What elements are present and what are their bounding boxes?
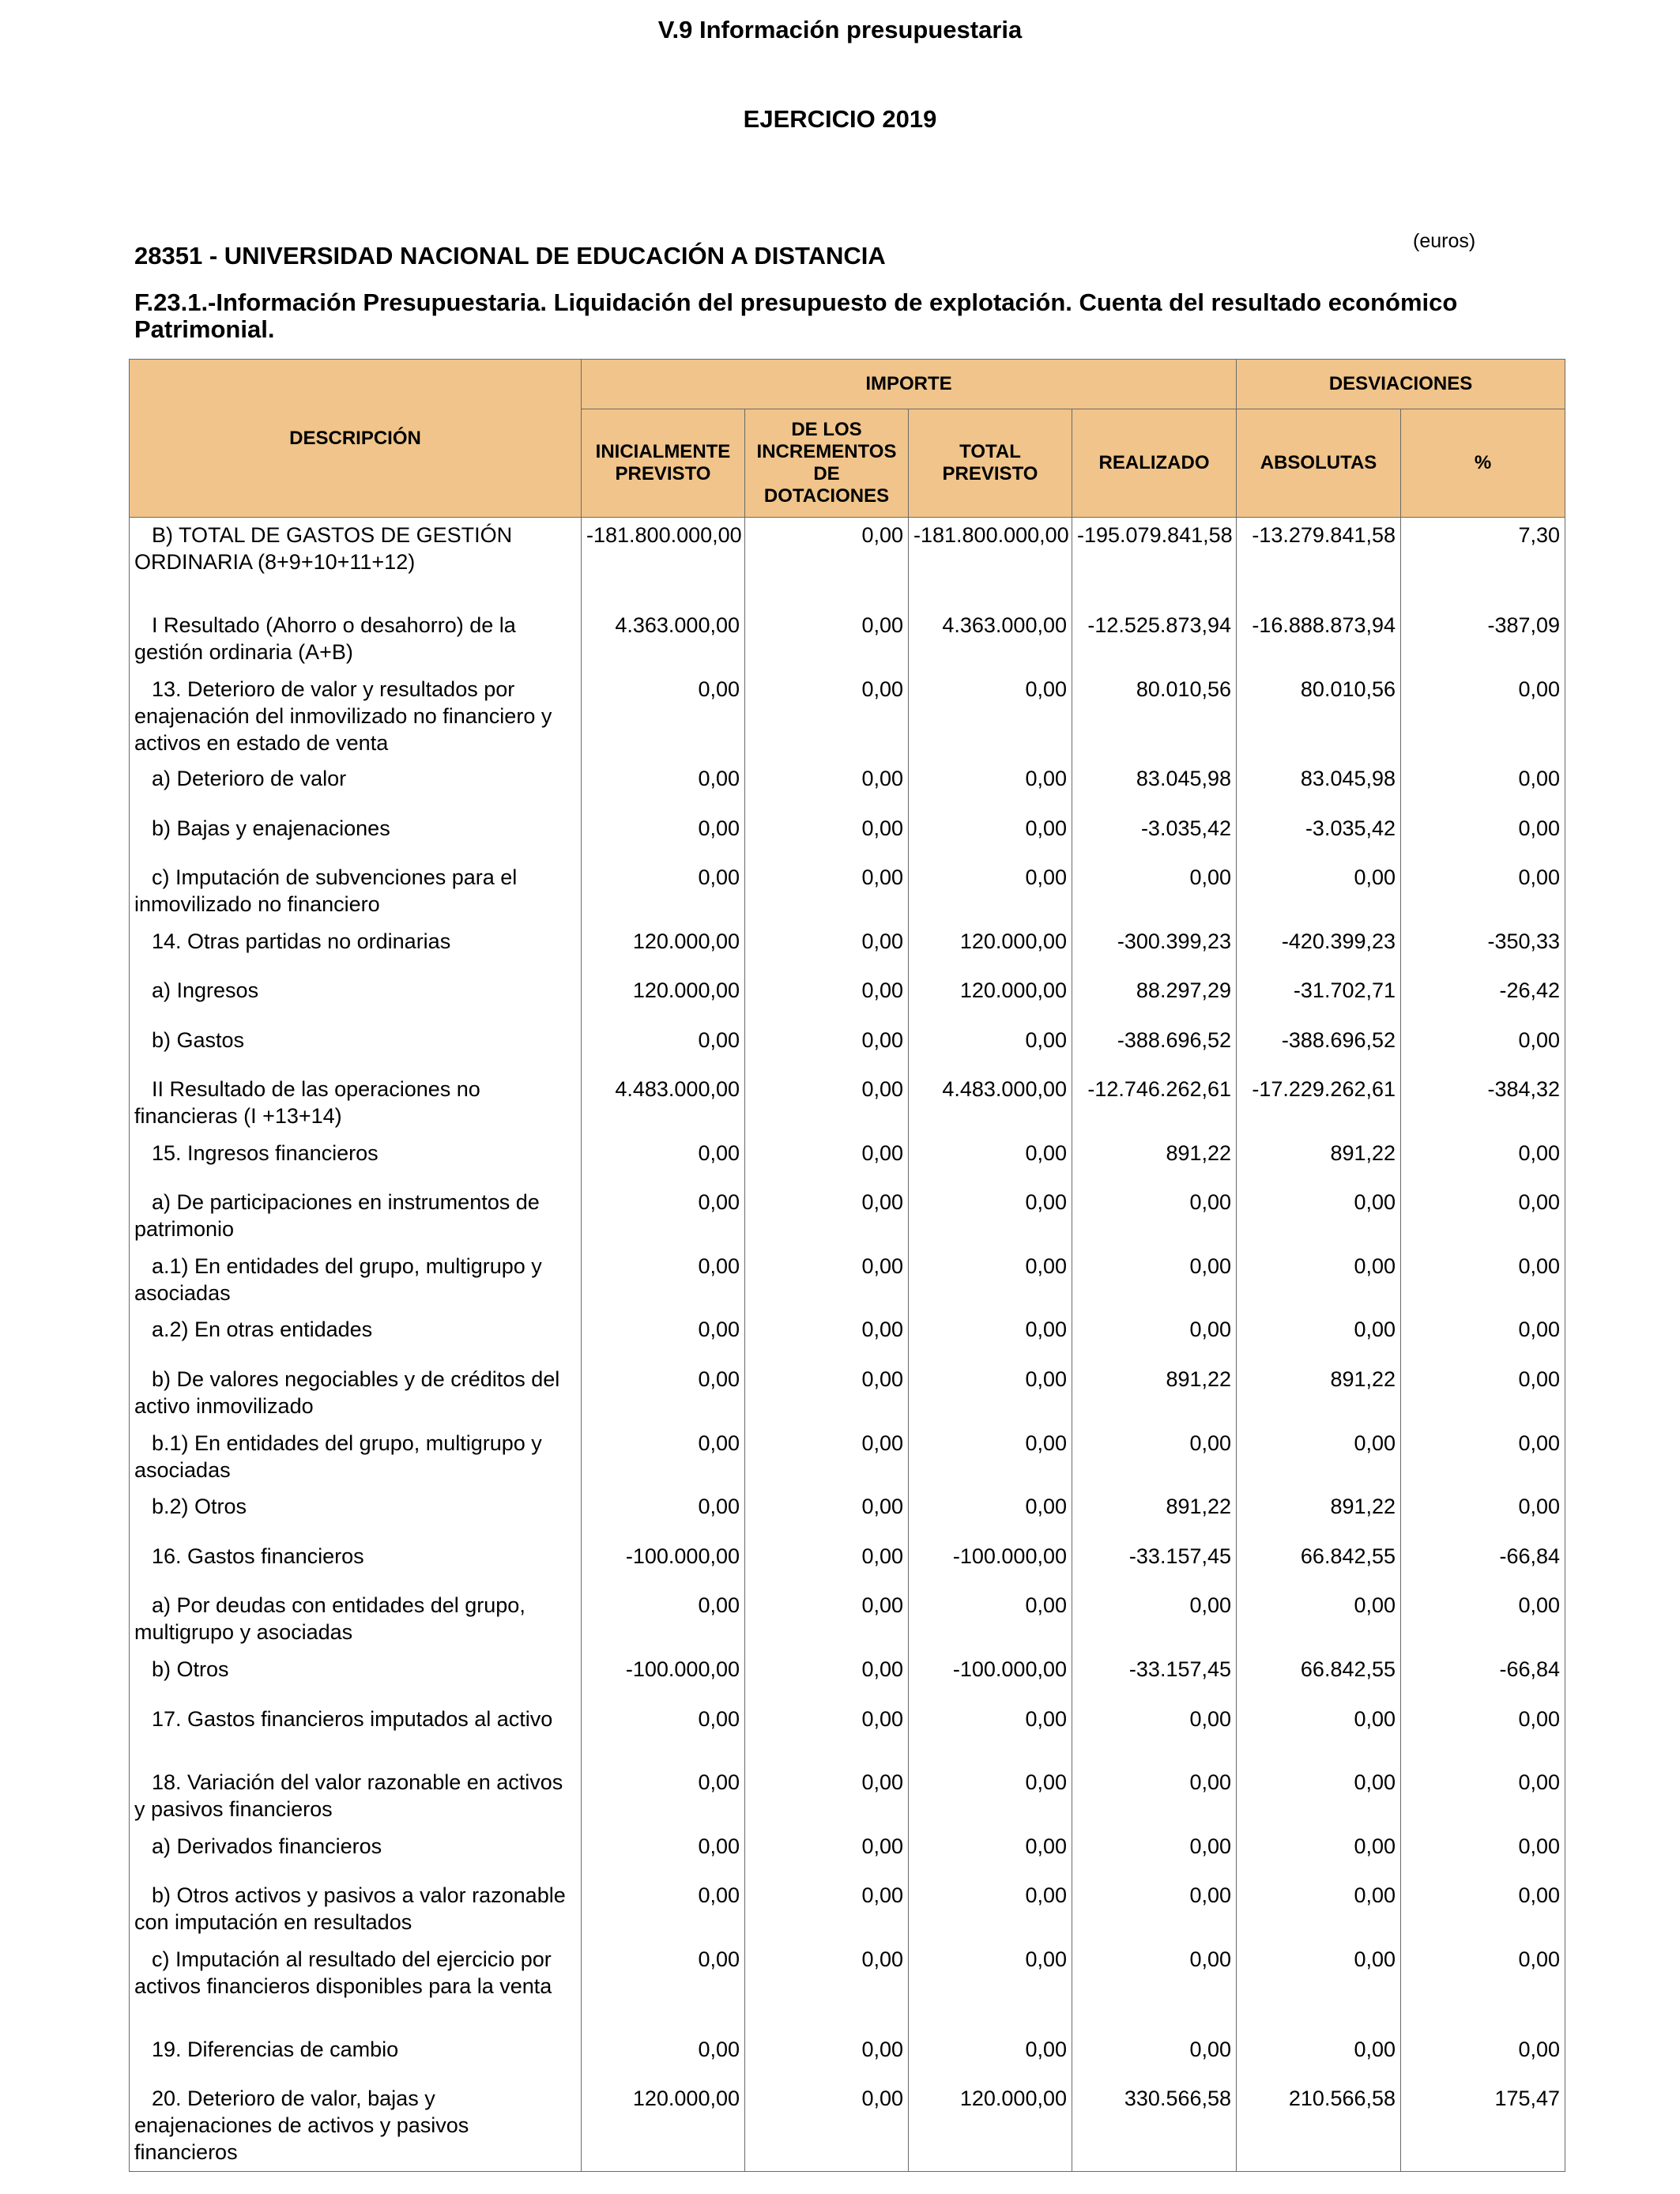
table-row — [130, 1878, 1565, 1942]
table-body — [130, 518, 1565, 2172]
table-row — [130, 1765, 1565, 1829]
cell-realizado: 0,00 — [1072, 1426, 1237, 1489]
row-description-text: 20. Deterioro de valor, bajas y enajenaciones de activos y pasivos financieros — [134, 2086, 469, 2164]
cell-absolutas: 0,00 — [1237, 1829, 1401, 1878]
cell-incrementos: 0,00 — [745, 1362, 909, 1426]
cell-porcentaje: 0,00 — [1401, 1489, 1565, 1539]
row-description-text: a.2) En otras entidades — [152, 1317, 373, 1341]
row-description — [130, 608, 582, 672]
cell-inicialmente-previsto: 4.483.000,00 — [582, 1072, 745, 1136]
cell-incrementos: 0,00 — [745, 761, 909, 811]
cell-absolutas: 0,00 — [1237, 1426, 1401, 1489]
cell-absolutas: -31.702,71 — [1237, 973, 1401, 1023]
row-description-text: c) Imputación de subvenciones para el inmovilizado no financiero — [134, 865, 518, 916]
cell-realizado: 80.010,56 — [1072, 672, 1237, 761]
cell-total-previsto: 0,00 — [909, 1489, 1072, 1539]
cell-total-previsto: 0,00 — [909, 1185, 1072, 1249]
cell-incrementos: 0,00 — [745, 1426, 909, 1489]
cell-porcentaje: 0,00 — [1401, 860, 1565, 924]
cell-porcentaje: -66,84 — [1401, 1539, 1565, 1588]
row-description-text: 16. Gastos financieros — [152, 1544, 364, 1568]
cell-porcentaje: 0,00 — [1401, 1878, 1565, 1942]
row-description-text: b) De valores negociables y de créditos del activo inmovilizado — [134, 1367, 560, 1418]
cell-absolutas: -3.035,42 — [1237, 811, 1401, 860]
cell-porcentaje: 0,00 — [1401, 1702, 1565, 1765]
row-description-text: 15. Ingresos financieros — [152, 1140, 379, 1165]
cell-realizado: 0,00 — [1072, 1702, 1237, 1765]
cell-inicialmente-previsto: 0,00 — [582, 1829, 745, 1878]
table-row — [130, 1652, 1565, 1702]
cell-total-previsto: 0,00 — [909, 1878, 1072, 1942]
table-row — [130, 1312, 1565, 1362]
cell-incrementos: 0,00 — [745, 1023, 909, 1072]
table-row — [130, 2032, 1565, 2081]
cell-porcentaje: -350,33 — [1401, 924, 1565, 973]
cell-porcentaje: 0,00 — [1401, 1312, 1565, 1362]
cell-porcentaje: 0,00 — [1401, 1588, 1565, 1652]
table-row — [130, 1362, 1565, 1426]
cell-total-previsto: 0,00 — [909, 1829, 1072, 1878]
cell-incrementos: 0,00 — [745, 1878, 909, 1942]
row-description-text: 14. Otras partidas no ordinarias — [152, 929, 451, 953]
cell-total-previsto: 0,00 — [909, 1136, 1072, 1185]
column-header-descripcion: DESCRIPCIÓN — [130, 360, 582, 518]
cell-porcentaje: 0,00 — [1401, 672, 1565, 761]
cell-porcentaje: 0,00 — [1401, 1765, 1565, 1829]
cell-absolutas: -13.279.841,58 — [1237, 518, 1401, 608]
cell-total-previsto: 0,00 — [909, 1426, 1072, 1489]
cell-realizado: 0,00 — [1072, 1765, 1237, 1829]
row-description-text: II Resultado de las operaciones no financieras (I +13+14) — [134, 1076, 480, 1128]
cell-inicialmente-previsto: 0,00 — [582, 860, 745, 924]
cell-absolutas: 66.842,55 — [1237, 1539, 1401, 1588]
cell-inicialmente-previsto: -100.000,00 — [582, 1539, 745, 1588]
cell-total-previsto: 0,00 — [909, 1312, 1072, 1362]
cell-total-previsto: 120.000,00 — [909, 924, 1072, 973]
row-description-text: 17. Gastos financieros imputados al activo — [152, 1706, 553, 1731]
cell-realizado: 0,00 — [1072, 2032, 1237, 2081]
column-header-porcentaje: % — [1401, 409, 1565, 518]
cell-total-previsto: 4.483.000,00 — [909, 1072, 1072, 1136]
cell-realizado: -33.157,45 — [1072, 1539, 1237, 1588]
unit-note: (euros) — [1413, 230, 1476, 252]
cell-total-previsto: 120.000,00 — [909, 973, 1072, 1023]
cell-absolutas: 80.010,56 — [1237, 672, 1401, 761]
cell-incrementos: 0,00 — [745, 924, 909, 973]
row-description — [130, 761, 582, 811]
row-description — [130, 1249, 582, 1312]
row-description — [130, 1942, 582, 2032]
cell-incrementos: 0,00 — [745, 608, 909, 672]
cell-inicialmente-previsto: 0,00 — [582, 761, 745, 811]
cell-porcentaje: 0,00 — [1401, 1136, 1565, 1185]
cell-absolutas: -17.229.262,61 — [1237, 1072, 1401, 1136]
cell-porcentaje: 0,00 — [1401, 2032, 1565, 2081]
cell-total-previsto: 0,00 — [909, 761, 1072, 811]
row-description — [130, 2032, 582, 2081]
cell-inicialmente-previsto: 0,00 — [582, 1942, 745, 2032]
row-description — [130, 973, 582, 1023]
cell-inicialmente-previsto: 0,00 — [582, 1588, 745, 1652]
cell-incrementos: 0,00 — [745, 1942, 909, 2032]
row-description — [130, 518, 582, 608]
cell-inicialmente-previsto: 0,00 — [582, 672, 745, 761]
cell-inicialmente-previsto: 120.000,00 — [582, 2081, 745, 2172]
cell-inicialmente-previsto: -181.800.000,00 — [582, 518, 745, 608]
row-description — [130, 1023, 582, 1072]
row-description — [130, 1072, 582, 1136]
cell-realizado: 0,00 — [1072, 1312, 1237, 1362]
exercise-title: EJERCICIO 2019 — [743, 105, 937, 133]
cell-inicialmente-previsto: 0,00 — [582, 811, 745, 860]
row-description-text: a) Deterioro de valor — [152, 766, 347, 790]
row-description-text: a) Derivados financieros — [152, 1834, 382, 1858]
cell-total-previsto: 0,00 — [909, 672, 1072, 761]
cell-realizado: 88.297,29 — [1072, 973, 1237, 1023]
cell-incrementos: 0,00 — [745, 1185, 909, 1249]
cell-porcentaje: 0,00 — [1401, 1426, 1565, 1489]
table-row — [130, 1829, 1565, 1878]
cell-realizado: 330.566,58 — [1072, 2081, 1237, 2172]
table-row — [130, 1539, 1565, 1588]
row-description-text: b.2) Otros — [152, 1494, 247, 1518]
cell-total-previsto: 0,00 — [909, 1588, 1072, 1652]
cell-porcentaje: 0,00 — [1401, 1249, 1565, 1312]
cell-incrementos: 0,00 — [745, 1539, 909, 1588]
cell-incrementos: 0,00 — [745, 1588, 909, 1652]
row-description — [130, 1652, 582, 1702]
cell-realizado: 891,22 — [1072, 1362, 1237, 1426]
cell-porcentaje: -384,32 — [1401, 1072, 1565, 1136]
cell-absolutas: 891,22 — [1237, 1136, 1401, 1185]
table-row — [130, 1249, 1565, 1312]
cell-realizado: -12.746.262,61 — [1072, 1072, 1237, 1136]
table-row — [130, 1185, 1565, 1249]
cell-inicialmente-previsto: 120.000,00 — [582, 973, 745, 1023]
table-row — [130, 2081, 1565, 2172]
table-row — [130, 924, 1565, 973]
cell-absolutas: 66.842,55 — [1237, 1652, 1401, 1702]
row-description-text: b) Otros activos y pasivos a valor razonable con imputación en resultados — [134, 1883, 566, 1934]
cell-absolutas: -388.696,52 — [1237, 1023, 1401, 1072]
cell-absolutas: 0,00 — [1237, 1312, 1401, 1362]
cell-realizado: -388.696,52 — [1072, 1023, 1237, 1072]
row-description — [130, 1426, 582, 1489]
row-description-text: a) Ingresos — [152, 978, 259, 1002]
cell-incrementos: 0,00 — [745, 1072, 909, 1136]
cell-realizado: -195.079.841,58 — [1072, 518, 1237, 608]
cell-porcentaje: 0,00 — [1401, 1829, 1565, 1878]
cell-realizado: 0,00 — [1072, 1249, 1237, 1312]
cell-inicialmente-previsto: 0,00 — [582, 1765, 745, 1829]
row-description — [130, 1489, 582, 1539]
row-description-text: 19. Diferencias de cambio — [152, 2037, 399, 2061]
cell-porcentaje: -26,42 — [1401, 973, 1565, 1023]
cell-incrementos: 0,00 — [745, 1249, 909, 1312]
cell-porcentaje: -66,84 — [1401, 1652, 1565, 1702]
cell-absolutas: 0,00 — [1237, 1588, 1401, 1652]
row-description — [130, 1136, 582, 1185]
cell-porcentaje: 0,00 — [1401, 1023, 1565, 1072]
cell-realizado: 891,22 — [1072, 1136, 1237, 1185]
cell-porcentaje: -387,09 — [1401, 608, 1565, 672]
column-header-incrementos: DE LOS INCREMENTOS DE DOTACIONES — [745, 409, 909, 518]
cell-absolutas: 0,00 — [1237, 1765, 1401, 1829]
cell-incrementos: 0,00 — [745, 1489, 909, 1539]
row-description — [130, 1362, 582, 1426]
cell-realizado: 891,22 — [1072, 1489, 1237, 1539]
cell-inicialmente-previsto: -100.000,00 — [582, 1652, 745, 1702]
cell-total-previsto: 0,00 — [909, 811, 1072, 860]
section-title: V.9 Información presupuestaria — [657, 16, 1023, 43]
row-description — [130, 1539, 582, 1588]
table-row — [130, 973, 1565, 1023]
group-header-desviaciones: DESVIACIONES — [1237, 360, 1565, 409]
cell-realizado: 0,00 — [1072, 1829, 1237, 1878]
cell-realizado: 0,00 — [1072, 1878, 1237, 1942]
row-description-text: b) Bajas y enajenaciones — [152, 816, 390, 840]
cell-absolutas: 210.566,58 — [1237, 2081, 1401, 2172]
cell-absolutas: 0,00 — [1237, 1942, 1401, 2032]
row-description-text: b) Gastos — [152, 1027, 245, 1052]
budget-table — [129, 359, 1565, 2172]
table-row — [130, 1023, 1565, 1072]
row-description-text: b.1) En entidades del grupo, multigrupo y asociadas — [134, 1431, 542, 1482]
row-description-text: 13. Deterioro de valor y resultados por enajenación del inmovilizado no financiero y activos en estado de venta — [134, 677, 552, 755]
cell-total-previsto: 0,00 — [909, 1023, 1072, 1072]
cell-incrementos: 0,00 — [745, 1702, 909, 1765]
cell-incrementos: 0,00 — [745, 973, 909, 1023]
row-description — [130, 1588, 582, 1652]
table-row — [130, 761, 1565, 811]
cell-inicialmente-previsto: 0,00 — [582, 1426, 745, 1489]
cell-incrementos: 0,00 — [745, 518, 909, 608]
row-description — [130, 2081, 582, 2172]
cell-incrementos: 0,00 — [745, 2081, 909, 2172]
table-row — [130, 1426, 1565, 1489]
table-row — [130, 1136, 1565, 1185]
cell-absolutas: 0,00 — [1237, 1249, 1401, 1312]
row-description-text: b) Otros — [152, 1657, 229, 1681]
cell-inicialmente-previsto: 0,00 — [582, 1362, 745, 1426]
table-row — [130, 860, 1565, 924]
column-header-total-previsto: TOTAL PREVISTO — [909, 409, 1072, 518]
row-description-text: a) De participaciones en instrumentos de patrimonio — [134, 1189, 540, 1241]
row-description-text: 18. Variación del valor razonable en activos y pasivos financieros — [134, 1770, 563, 1821]
table-row — [130, 1588, 1565, 1652]
row-description-text: I Resultado (Ahorro o desahorro) de la gestión ordinaria (A+B) — [134, 613, 516, 664]
row-description — [130, 1312, 582, 1362]
cell-realizado: -33.157,45 — [1072, 1652, 1237, 1702]
cell-realizado: -300.399,23 — [1072, 924, 1237, 973]
table-row — [130, 1072, 1565, 1136]
row-description — [130, 1765, 582, 1829]
cell-absolutas: 0,00 — [1237, 860, 1401, 924]
entity-name: 28351 - UNIVERSIDAD NACIONAL DE EDUCACIÓN A DISTANCIA — [134, 242, 886, 270]
table-row — [130, 811, 1565, 860]
cell-realizado: 0,00 — [1072, 1942, 1237, 2032]
row-description-text: B) TOTAL DE GASTOS DE GESTIÓN ORDINARIA (8+9+10+11+12) — [134, 523, 513, 574]
cell-inicialmente-previsto: 0,00 — [582, 1489, 745, 1539]
cell-inicialmente-previsto: 0,00 — [582, 1702, 745, 1765]
cell-total-previsto: 0,00 — [909, 1942, 1072, 2032]
cell-realizado: -12.525.873,94 — [1072, 608, 1237, 672]
table-row — [130, 1942, 1565, 2032]
cell-incrementos: 0,00 — [745, 1312, 909, 1362]
cell-total-previsto: 0,00 — [909, 2032, 1072, 2081]
cell-absolutas: -16.888.873,94 — [1237, 608, 1401, 672]
cell-total-previsto: 0,00 — [909, 1702, 1072, 1765]
cell-absolutas: 891,22 — [1237, 1489, 1401, 1539]
row-description — [130, 1829, 582, 1878]
cell-absolutas: 0,00 — [1237, 2032, 1401, 2081]
group-header-importe: IMPORTE — [582, 360, 1237, 409]
cell-absolutas: 891,22 — [1237, 1362, 1401, 1426]
cell-incrementos: 0,00 — [745, 811, 909, 860]
cell-incrementos: 0,00 — [745, 672, 909, 761]
cell-incrementos: 0,00 — [745, 1652, 909, 1702]
cell-porcentaje: 0,00 — [1401, 1185, 1565, 1249]
table-row — [130, 1702, 1565, 1765]
row-description — [130, 811, 582, 860]
cell-incrementos: 0,00 — [745, 1136, 909, 1185]
cell-absolutas: 83.045,98 — [1237, 761, 1401, 811]
cell-total-previsto: 120.000,00 — [909, 2081, 1072, 2172]
cell-inicialmente-previsto: 0,00 — [582, 1023, 745, 1072]
cell-porcentaje: 0,00 — [1401, 1942, 1565, 2032]
cell-total-previsto: -181.800.000,00 — [909, 518, 1072, 608]
cell-realizado: -3.035,42 — [1072, 811, 1237, 860]
table-row — [130, 1489, 1565, 1539]
cell-inicialmente-previsto: 0,00 — [582, 1312, 745, 1362]
cell-inicialmente-previsto: 0,00 — [582, 2032, 745, 2081]
cell-incrementos: 0,00 — [745, 1765, 909, 1829]
cell-realizado: 0,00 — [1072, 860, 1237, 924]
table-row — [130, 518, 1565, 608]
row-description — [130, 924, 582, 973]
table-row — [130, 608, 1565, 672]
cell-realizado: 0,00 — [1072, 1588, 1237, 1652]
cell-total-previsto: -100.000,00 — [909, 1539, 1072, 1588]
column-header-inicialmente-previsto: INICIALMENTE PREVISTO — [582, 409, 745, 518]
cell-absolutas: 0,00 — [1237, 1185, 1401, 1249]
table-row — [130, 672, 1565, 761]
cell-inicialmente-previsto: 0,00 — [582, 1878, 745, 1942]
cell-porcentaje: 0,00 — [1401, 1362, 1565, 1426]
cell-absolutas: -420.399,23 — [1237, 924, 1401, 973]
cell-total-previsto: 0,00 — [909, 1249, 1072, 1312]
cell-total-previsto: -100.000,00 — [909, 1652, 1072, 1702]
cell-porcentaje: 0,00 — [1401, 761, 1565, 811]
cell-realizado: 83.045,98 — [1072, 761, 1237, 811]
cell-inicialmente-previsto: 0,00 — [582, 1249, 745, 1312]
cell-incrementos: 0,00 — [745, 2032, 909, 2081]
row-description-text: a) Por deudas con entidades del grupo, multigrupo y asociadas — [134, 1593, 525, 1644]
cell-absolutas: 0,00 — [1237, 1878, 1401, 1942]
column-header-realizado: REALIZADO — [1072, 409, 1237, 518]
row-description — [130, 1878, 582, 1942]
cell-total-previsto: 0,00 — [909, 1362, 1072, 1426]
column-header-absolutas: ABSOLUTAS — [1237, 409, 1401, 518]
cell-absolutas: 0,00 — [1237, 1702, 1401, 1765]
cell-porcentaje: 175,47 — [1401, 2081, 1565, 2172]
row-description — [130, 1185, 582, 1249]
cell-total-previsto: 0,00 — [909, 860, 1072, 924]
row-description — [130, 672, 582, 761]
cell-inicialmente-previsto: 0,00 — [582, 1185, 745, 1249]
cell-realizado: 0,00 — [1072, 1185, 1237, 1249]
row-description-text: c) Imputación al resultado del ejercicio por activos financieros disponibles para la venta — [134, 1947, 552, 1998]
cell-inicialmente-previsto: 4.363.000,00 — [582, 608, 745, 672]
row-description — [130, 860, 582, 924]
cell-inicialmente-previsto: 120.000,00 — [582, 924, 745, 973]
cell-incrementos: 0,00 — [745, 1829, 909, 1878]
report-title: F.23.1.-Información Presupuestaria. Liquidación del presupuesto de explotación. Cuenta del resultado económico Patrimonial. — [134, 288, 1458, 343]
cell-incrementos: 0,00 — [745, 860, 909, 924]
cell-porcentaje: 0,00 — [1401, 811, 1565, 860]
cell-porcentaje: 7,30 — [1401, 518, 1565, 608]
row-description-text: a.1) En entidades del grupo, multigrupo y asociadas — [134, 1253, 542, 1305]
row-description — [130, 1702, 582, 1765]
cell-total-previsto: 4.363.000,00 — [909, 608, 1072, 672]
cell-total-previsto: 0,00 — [909, 1765, 1072, 1829]
cell-inicialmente-previsto: 0,00 — [582, 1136, 745, 1185]
